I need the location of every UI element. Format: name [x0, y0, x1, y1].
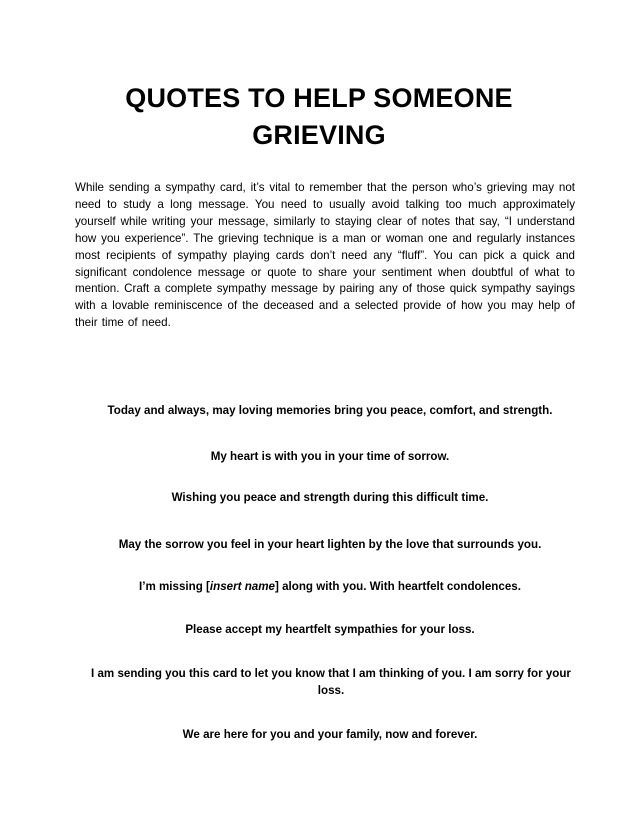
quote-5-placeholder: insert name	[209, 580, 275, 593]
quote-4: May the sorrow you feel in your heart lighten by the love that surrounds you.	[118, 538, 542, 551]
quote-3: Wishing you peace and strength during this difficult time.	[171, 491, 489, 504]
quote-7: I am sending you this card to let you know that I am thinking of you. I am sorry for your loss.	[91, 667, 571, 697]
intro-paragraph: While sending a sympathy card, it’s vital to remember that the person who’s grieving may not need to study a long message. You need to usually avoid talking too much approximately yourself while writing your message, similarly to staying clear of notes that say, “I understand how you experience”. The grieving technique is a man or woman one and regularly instances most recipients of sympathy playing cards don’t need any “fluff”. You can pick a quick and significant condolence message or quote to share your sentiment when doubtful of what to mention. Craft a complete sympathy message by pairing any of those quick sympathy sayings with a lovable reminiscence of the deceased and a selected provide of how you may help of their time of need.	[75, 181, 575, 330]
quote-1: Today and always, may loving memories bring you peace, comfort, and strength.	[107, 404, 553, 417]
quote-8: We are here for you and your family, now and forever.	[182, 728, 478, 741]
quote-6: Please accept my heartfelt sympathies for your loss.	[185, 623, 475, 636]
quote-5	[70, 578, 590, 595]
quote-2: My heart is with you in your time of sorrow.	[210, 450, 450, 463]
quote-5-after: ] along with you. With heartfelt condolences.	[275, 580, 521, 593]
quote-5-before: I’m missing [	[139, 580, 210, 593]
page-title: QUOTES TO HELP SOMEONE GRIEVING	[125, 83, 513, 150]
